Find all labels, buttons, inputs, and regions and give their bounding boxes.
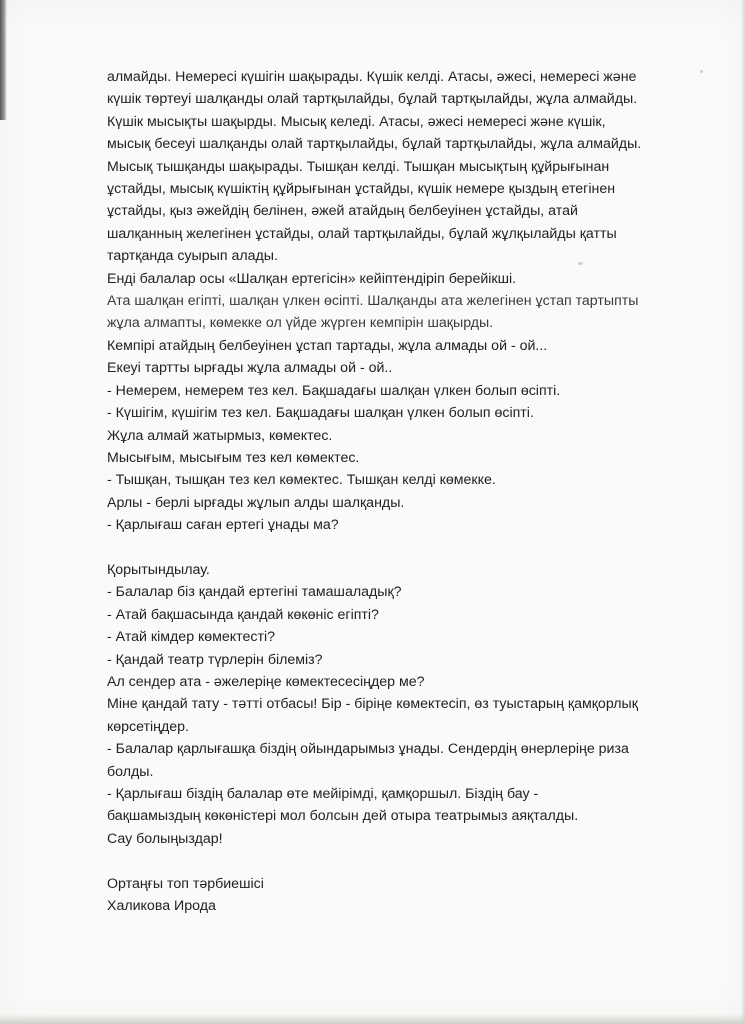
story-line: шалқанның желегінен ұстайды, олай тартқылайды, бұлай жұлқылайды қатты [107,225,617,242]
story-line: - Немерем, немерем тез кел. Бақшадағы шалқан үлкен болып өсіпті. [107,382,561,399]
signature-role: Ортаңғы топ тәрбиешісі [107,875,264,892]
story-line: Кемпірі атайдың белбеуінен ұстап тартады, жұла алмады ой - ой... [107,337,548,354]
section-gap [107,537,707,559]
story-line: тартқанда суырып алады. [107,248,278,265]
conclusion-line: - Қандай театр түрлерін білеміз? [107,651,323,668]
conclusion-line: - Балалар біз қандай ертегіні тамашаладық? [107,584,402,601]
conclusion-line: Сау болыңыздар! [107,830,223,847]
section-gap [107,850,707,872]
story-line: алмайды. Немересі күшігін шақырады. Күшік келді. Атасы, әжесі, немересі және [107,69,637,85]
conclusion-line: - Атай бақшасында қандай көкөніс егіпті? [107,606,379,623]
story-line: Ата шалқан егіпті, шалқан үлкен өсіпті. Шалқанды ата желегінен ұстап тартыпты [107,293,639,310]
story-section [107,66,707,537]
story-line: мысық бесеуі шалқанды олай тартқылайды, бұлай тартқылайды, жұла алмайды. [107,136,642,153]
conclusion-line: Міне қандай тату - тәтті отбасы! Бір - біріңе көмектесіп, өз туыстарың қамқорлық [107,696,638,713]
scan-edge-bottom [0,1014,745,1024]
story-line: Мысық тышқанды шақырады. Тышқан келді. Тышқан мысықтың құйрығынан [107,158,610,175]
scan-edge-right [741,0,745,1024]
story-line: Арлы - берлі ырғады жұлып алды шалқанды. [107,494,405,511]
story-line: күшік төртеуі шалқанды олай тартқылайды, бұлай тартқылайды, жұла алмайды. [107,91,638,108]
story-line: Енді балалар осы «Шалқан ертегісін» кейіптендіріп берейікші. [107,270,517,287]
story-line: Күшік мысықты шақырды. Мысық келеді. Атасы, әжесі немересі және күшік, [107,113,606,130]
conclusion-line: Ал сендер ата - әжелеріңе көмектесесіңдер ме? [107,673,425,690]
conclusion-line: көрсетіңдер. [107,718,189,735]
story-line: Екеуі тартты ырғады жұла алмады ой - ой.. [107,360,393,377]
document-text [107,66,707,917]
conclusion-line: болды. [107,763,154,780]
story-line: - Тышқан, тышқан тез кел көмектес. Тышқан келді көмекке. [107,472,496,489]
story-line: ұстайды, мысық күшіктің құйрығынан ұстайды, күшік немере қыздың етегінен [107,181,616,198]
signature-name: Халикова Ирода [107,898,216,914]
conclusion-line: - Атай кімдер көмектесті? [107,629,275,646]
story-line: - Күшігім, күшігім тез кел. Бақшадағы шалқан үлкен болып өсіпті. [107,405,534,422]
signature-section [107,873,707,918]
scan-edge-shadow [0,0,7,120]
conclusion-heading: Қорытындылау. [107,561,210,578]
story-line: - Қарлығаш саған ертегі ұнады ма? [107,517,339,534]
conclusion-line: - Қарлығаш біздің балалар өте мейірімді, қамқоршыл. Біздің бау - [107,785,539,802]
conclusion-section [107,559,707,850]
conclusion-line: бақшамыздың көкөністері мол болсын дей отыра театрымыз аяқталды. [107,808,579,825]
conclusion-line: - Балалар қарлығашқа біздің ойындарымыз ұнады. Сендердің өнерлеріңе риза [107,741,629,758]
story-line: жұла алмапты, көмекке ол үйде жүрген кемпірін шақырды. [107,315,494,332]
story-line: Жұла алмай жатырмыз, көмектес. [107,427,333,444]
story-line: Мысығым, мысығым тез кел көмектес. [107,449,360,466]
story-line: ұстайды, қыз әжейдің белінен, әжей атайдың белбеуінен ұстайды, атай [107,203,578,220]
